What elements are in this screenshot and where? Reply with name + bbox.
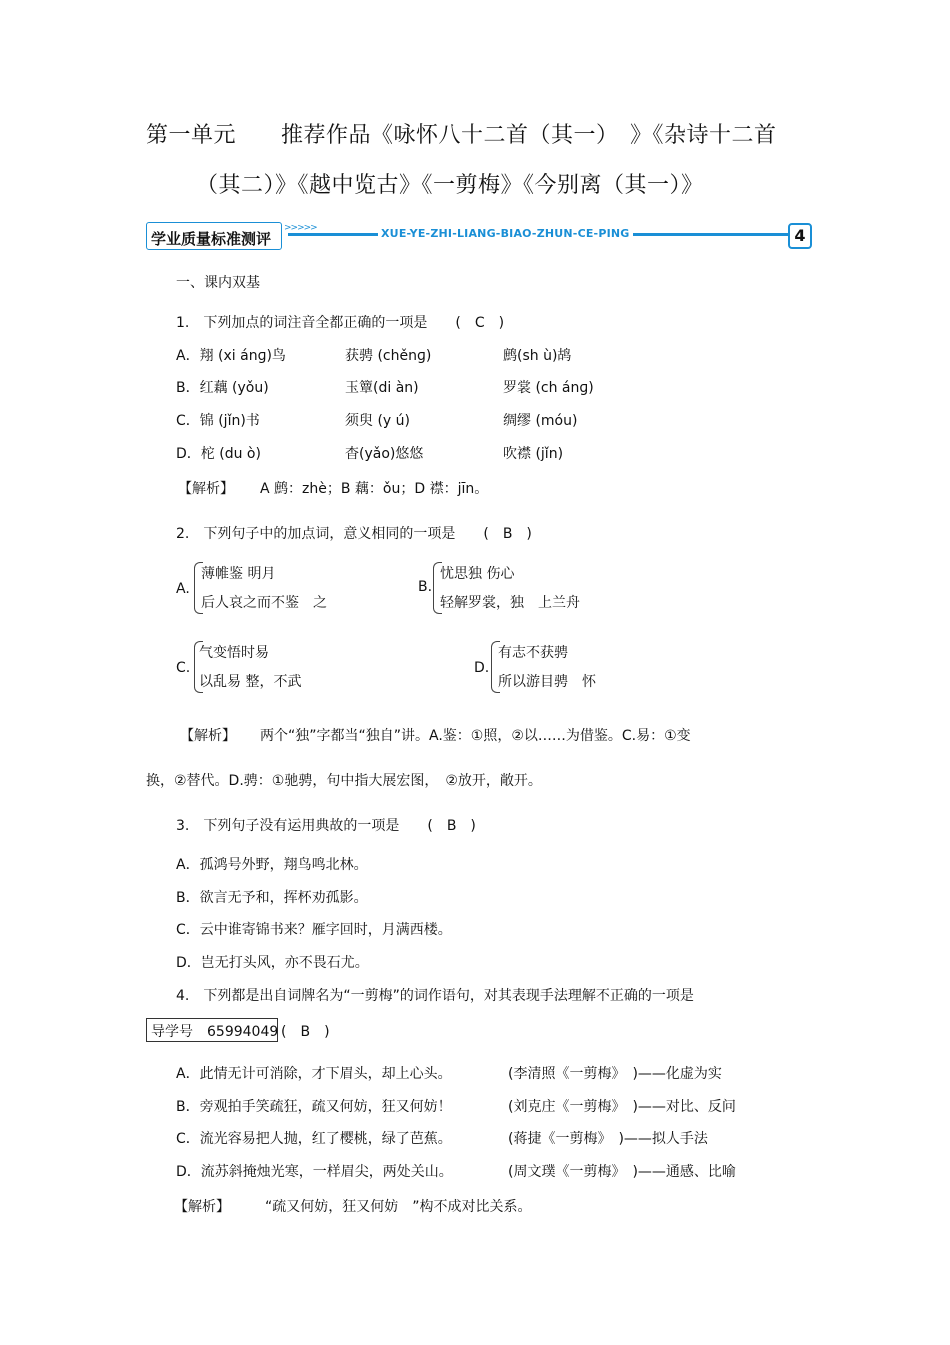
q1-option-b-1: B．红藕 (yǒu) xyxy=(176,380,269,396)
q2-option-d-letter: D. xyxy=(474,660,490,676)
q2-option-d-line-2: 所以游目骋 怀 xyxy=(498,674,596,690)
q4-stem: 4. 下列都是出自词牌名为“一剪梅”的词作语句，对其表现手法理解不正确的一项是 xyxy=(176,988,694,1004)
q2-option-b-letter: B. xyxy=(418,579,433,595)
guide-number: 导学号 65994049 xyxy=(151,1024,279,1040)
q1-option-d-3: 吹襟 (jǐn) xyxy=(503,446,564,462)
q3-option-a: A．孤鸿号外野，翔鸟鸣北林。 xyxy=(176,857,368,873)
q2-option-c-letter: C. xyxy=(176,660,191,676)
q4-answer: ( B ) xyxy=(281,1024,330,1040)
banner-number-badge: 4 xyxy=(788,223,812,249)
q2-option-a-letter: A. xyxy=(176,581,190,597)
q2-option-c-line-2: 以乱易 整，不武 xyxy=(199,674,302,690)
q2-analysis-label: 【解析】 xyxy=(180,728,236,744)
q4-option-a: A．此情无计可消除，才下眉头，却上心头。 xyxy=(176,1066,452,1082)
page-title-line-2: （其二）》《越中览古》《一剪梅》《今别离（其一）》 xyxy=(196,173,704,198)
q1-option-c-3: 绸缪 (móu) xyxy=(503,413,578,429)
banner-subtitle: XUE-YE-ZHI-LIANG-BIAO-ZHUN-CE-PING xyxy=(378,227,633,240)
q1-analysis: A 鹧：zhè；B 藕：ǒu；D 襟：jīn。 xyxy=(260,481,489,497)
q2-stem: 2. 下列句子中的加点词，意义相同的一项是 ( B ) xyxy=(176,526,532,542)
q1-stem: 1. 下列加点的词注音全都正确的一项是 ( C ) xyxy=(176,315,505,331)
q1-option-c-1: C．锦 (jǐn)书 xyxy=(176,413,260,429)
q4-option-c: C．流光容易把人抛，红了樱桃，绿了芭蕉。 xyxy=(176,1131,452,1147)
q2-analysis-line-1: 两个“独”字都当“独自”讲。A.鉴：①照，②以……为借鉴。C.易：①变 xyxy=(260,728,691,744)
banner-label-box xyxy=(146,222,282,250)
q4-option-d-source: (周文璞《一剪梅》 )——通感、比喻 xyxy=(508,1164,736,1180)
q4-option-b: B．旁观拍手笑疏狂，疏又何妨，狂又何妨！ xyxy=(176,1099,452,1115)
q1-analysis-label: 【解析】 xyxy=(178,481,234,497)
q4-option-c-source: (蒋捷《一剪梅》 )——拟人手法 xyxy=(508,1131,708,1147)
q4-option-a-source: (李清照《一剪梅》 )——化虚为实 xyxy=(508,1066,722,1082)
q4-analysis: “疏又何妨，狂又何妨 ”构不成对比关系。 xyxy=(265,1199,532,1215)
q2-analysis-line-2: 换，②替代。D.骋：①驰骋，句中指大展宏图， ②放开，敞开。 xyxy=(146,773,542,789)
q2-option-a-line-2: 后人哀之而不鉴 之 xyxy=(201,595,327,611)
banner-label: 学业质量标准测评 xyxy=(151,230,272,248)
q1-option-a-2: 获骋 (chěnɡ) xyxy=(345,348,432,364)
q2-option-b-line-2: 轻解罗裳，独 上兰舟 xyxy=(440,595,580,611)
q1-option-a-1: A．翔 (xi ánɡ)鸟 xyxy=(176,348,286,364)
page-title-line-1: 第一单元 推荐作品《咏怀八十二首（其一） 》《杂诗十二首 xyxy=(146,123,777,148)
q2-option-a-line-1: 薄帷鉴 明月 xyxy=(201,566,276,582)
q1-option-b-2: 玉簟(di àn) xyxy=(345,380,419,396)
q4-option-b-source: (刘克庄《一剪梅》 )——对比、反问 xyxy=(508,1099,736,1115)
q1-option-d-2: 杳(yǎo)悠悠 xyxy=(345,446,424,462)
q2-option-c-line-1: 气变悟时易 xyxy=(199,645,269,661)
q1-option-b-3: 罗裳 (ch ánɡ) xyxy=(503,380,594,396)
section-heading: 一、课内双基 xyxy=(176,275,260,291)
q1-option-c-2: 须臾 (y ú) xyxy=(345,413,410,429)
section-banner xyxy=(146,220,812,252)
q1-option-d-1: D．柁 (du ò) xyxy=(176,446,261,462)
q3-stem: 3. 下列句子没有运用典故的一项是 ( B ) xyxy=(176,818,476,834)
q4-option-d: D．流苏斜掩烛光寒，一样眉尖，两处关山。 xyxy=(176,1164,453,1180)
banner-arrows-icon: >>>>> xyxy=(284,223,317,233)
q3-option-c: C．云中谁寄锦书来？雁字回时，月满西楼。 xyxy=(176,922,452,938)
q2-option-d-line-1: 有志不获骋 xyxy=(498,645,568,661)
q3-option-b: B．欲言无予和，挥杯劝孤影。 xyxy=(176,890,368,906)
q2-option-b-line-1: 忧思独 伤心 xyxy=(440,566,515,582)
q3-option-d: D．岂无打头风，亦不畏石尤。 xyxy=(176,955,369,971)
q4-analysis-label: 【解析】 xyxy=(174,1199,230,1215)
q1-option-a-3: 鹧(sh ù)鸪 xyxy=(503,348,572,364)
